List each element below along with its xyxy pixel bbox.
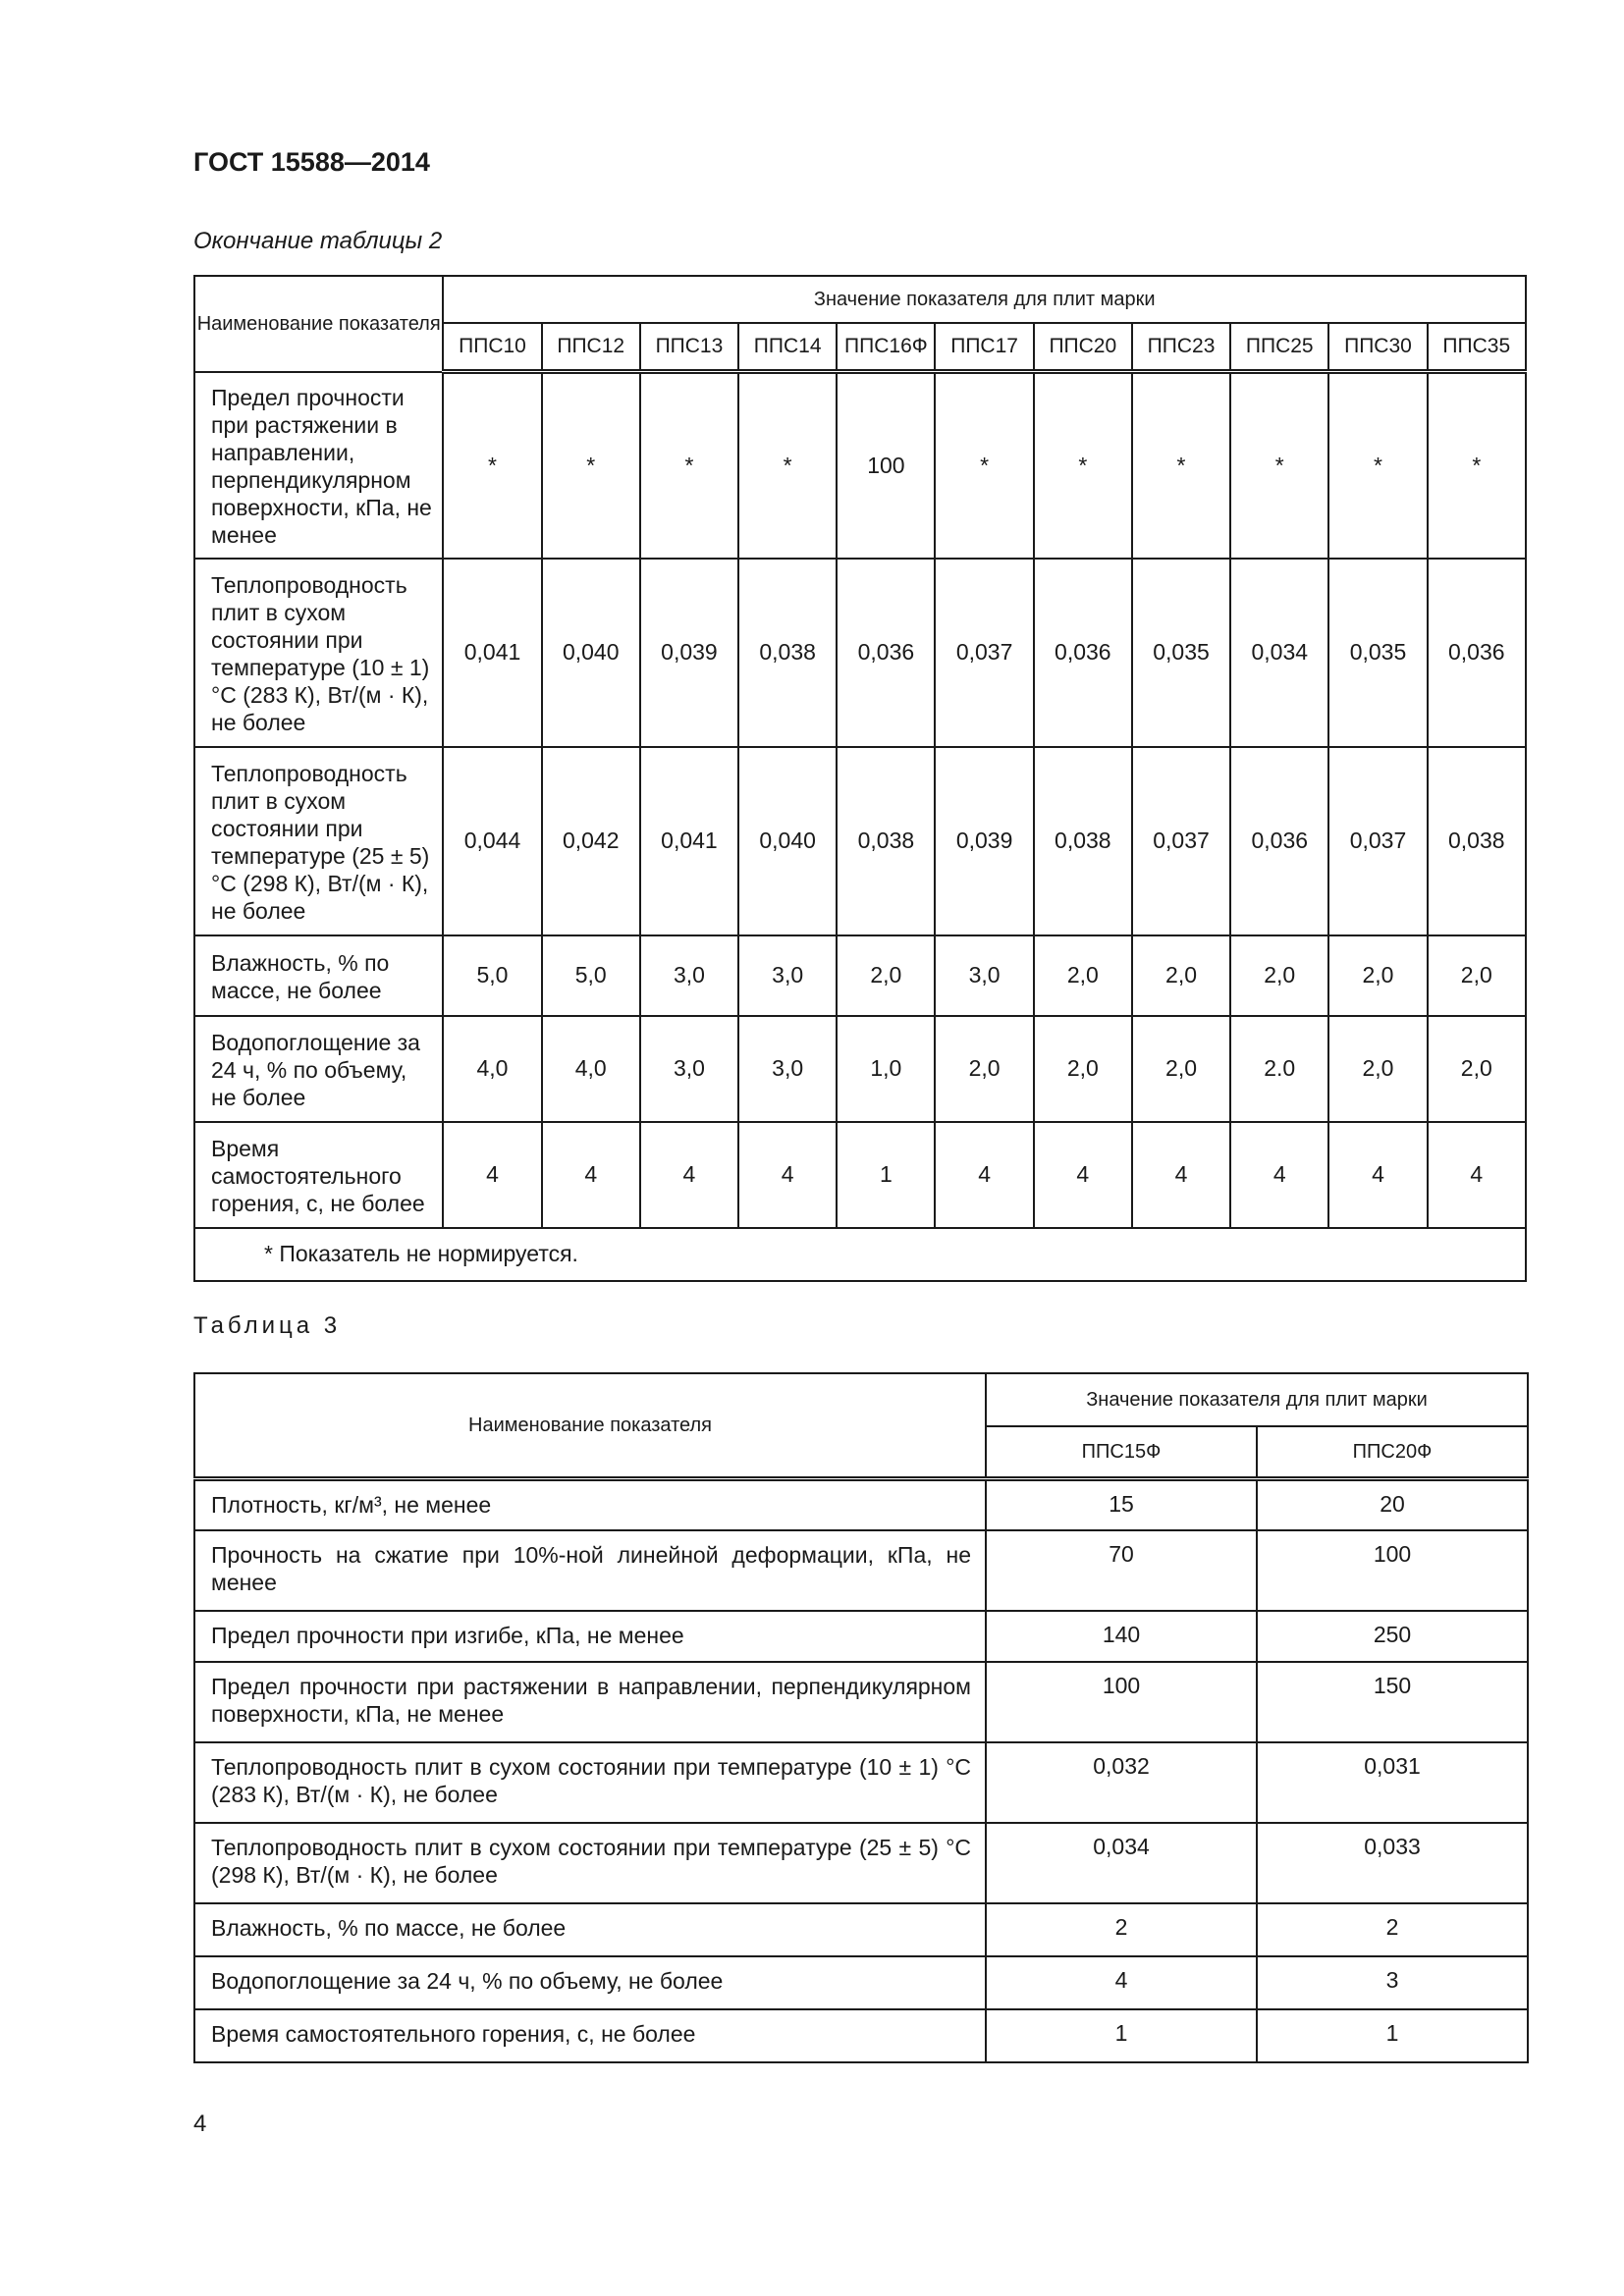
cell-value: 4 bbox=[640, 1122, 738, 1228]
cell-value: 3,0 bbox=[935, 935, 1033, 1016]
table2-grade-header: ППС35 bbox=[1428, 323, 1526, 372]
cell-value: 5,0 bbox=[443, 935, 541, 1016]
table2-group-header: Значение показателя для плит марки bbox=[443, 276, 1526, 323]
table2-caption: Окончание таблицы 2 bbox=[193, 228, 443, 254]
row-name: Прочность на сжатие при 10%-ной линейной деформации, кПа, не менее bbox=[194, 1530, 986, 1611]
cell-value: 2,0 bbox=[1034, 935, 1132, 1016]
row-name: Предел прочности при растяжении в направлении, перпендикулярном поверхности, кПа, не менее bbox=[194, 1662, 986, 1742]
cell-value: 100 bbox=[837, 372, 935, 559]
cell-value: 0,040 bbox=[738, 747, 837, 935]
cell-value: 0,044 bbox=[443, 747, 541, 935]
cell-value: 0,036 bbox=[837, 559, 935, 747]
table-row bbox=[194, 372, 1526, 559]
table-row bbox=[194, 1611, 1528, 1662]
cell-value: 0,038 bbox=[1034, 747, 1132, 935]
cell-value: * bbox=[935, 372, 1033, 559]
page-number: 4 bbox=[193, 2110, 207, 2137]
cell-value: 0,038 bbox=[738, 559, 837, 747]
table2-grade-header: ППС23 bbox=[1132, 323, 1230, 372]
table-row bbox=[194, 1662, 1528, 1742]
cell-value: 4 bbox=[1230, 1122, 1328, 1228]
cell-value: * bbox=[1428, 372, 1526, 559]
cell-value: 2,0 bbox=[1230, 935, 1328, 1016]
cell-value: 3 bbox=[1257, 1956, 1528, 2009]
row-name: Время самостоятельного горения, с, не более bbox=[194, 1122, 443, 1228]
cell-value: 2 bbox=[986, 1903, 1257, 1956]
cell-value: 4 bbox=[1428, 1122, 1526, 1228]
row-name: Теплопроводность плит в сухом состоянии при температуре (10 ± 1) °С (283 К), Вт/(м · К), не более bbox=[194, 559, 443, 747]
table-row bbox=[194, 747, 1526, 935]
table3-grade-header: ППС20Ф bbox=[1257, 1426, 1528, 1479]
cell-value: * bbox=[443, 372, 541, 559]
cell-value: 2,0 bbox=[1132, 1016, 1230, 1122]
table3-caption: Таблица 3 bbox=[193, 1312, 342, 1339]
cell-value: 140 bbox=[986, 1611, 1257, 1662]
cell-value: 0,039 bbox=[640, 559, 738, 747]
table-row bbox=[194, 1530, 1528, 1611]
cell-value: 4 bbox=[986, 1956, 1257, 2009]
cell-value: 2,0 bbox=[1428, 935, 1526, 1016]
cell-value: 0,037 bbox=[935, 559, 1033, 747]
cell-value: 0,035 bbox=[1132, 559, 1230, 747]
cell-value: 0,036 bbox=[1428, 559, 1526, 747]
cell-value: 20 bbox=[1257, 1479, 1528, 1530]
cell-value: 0,033 bbox=[1257, 1823, 1528, 1903]
cell-value: * bbox=[1132, 372, 1230, 559]
row-name: Влажность, % по массе, не более bbox=[194, 935, 443, 1016]
cell-value: 3,0 bbox=[738, 1016, 837, 1122]
cell-value: 0,037 bbox=[1328, 747, 1427, 935]
table-row bbox=[194, 1903, 1528, 1956]
cell-value: * bbox=[738, 372, 837, 559]
table2-grade-header: ППС12 bbox=[542, 323, 640, 372]
cell-value: 4 bbox=[1034, 1122, 1132, 1228]
cell-value: 150 bbox=[1257, 1662, 1528, 1742]
document-title: ГОСТ 15588—2014 bbox=[193, 147, 430, 177]
cell-value: 4 bbox=[542, 1122, 640, 1228]
table3-group-header: Значение показателя для плит марки bbox=[986, 1373, 1528, 1426]
table3-header-row bbox=[194, 1373, 1528, 1426]
cell-value: 2,0 bbox=[935, 1016, 1033, 1122]
cell-value: 0,037 bbox=[1132, 747, 1230, 935]
footnote: * Показатель не нормируется. bbox=[194, 1228, 1526, 1281]
row-name: Водопоглощение за 24 ч, % по объему, не более bbox=[194, 1956, 986, 2009]
cell-value: 0,031 bbox=[1257, 1742, 1528, 1823]
cell-value: 0,036 bbox=[1230, 747, 1328, 935]
cell-value: 1 bbox=[1257, 2009, 1528, 2062]
cell-value: 4 bbox=[1328, 1122, 1427, 1228]
cell-value: 1 bbox=[837, 1122, 935, 1228]
cell-value: 2,0 bbox=[1328, 1016, 1427, 1122]
cell-value: 4 bbox=[935, 1122, 1033, 1228]
table2-grade-header: ППС10 bbox=[443, 323, 541, 372]
row-name: Время самостоятельного горения, с, не более bbox=[194, 2009, 986, 2062]
table2-grade-header: ППС17 bbox=[935, 323, 1033, 372]
cell-value: 0,036 bbox=[1034, 559, 1132, 747]
cell-value: 0,032 bbox=[986, 1742, 1257, 1823]
cell-value: 0,042 bbox=[542, 747, 640, 935]
cell-value: 2,0 bbox=[1428, 1016, 1526, 1122]
table2-grade-header: ППС20 bbox=[1034, 323, 1132, 372]
table-row bbox=[194, 1956, 1528, 2009]
cell-value: 70 bbox=[986, 1530, 1257, 1611]
cell-value: * bbox=[1328, 372, 1427, 559]
table-row bbox=[194, 1016, 1526, 1122]
cell-value: 4 bbox=[1132, 1122, 1230, 1228]
cell-value: 3,0 bbox=[640, 1016, 738, 1122]
row-name: Водопоглощение за 24 ч, % по объему, не более bbox=[194, 1016, 443, 1122]
cell-value: 5,0 bbox=[542, 935, 640, 1016]
cell-value: 4 bbox=[443, 1122, 541, 1228]
table2-grade-header: ППС30 bbox=[1328, 323, 1427, 372]
table3-name-header: Наименование показателя bbox=[194, 1373, 986, 1479]
table-row bbox=[194, 1479, 1528, 1530]
table-row bbox=[194, 559, 1526, 747]
table-3 bbox=[193, 1372, 1529, 2063]
table2-header-row bbox=[194, 276, 1526, 323]
cell-value: 2 bbox=[1257, 1903, 1528, 1956]
cell-value: 4,0 bbox=[443, 1016, 541, 1122]
row-name: Теплопроводность плит в сухом состоянии при температуре (25 ± 5) °С (298 К), Вт/(м · К), не более bbox=[194, 747, 443, 935]
table-row bbox=[194, 1823, 1528, 1903]
table-row bbox=[194, 1122, 1526, 1228]
cell-value: 0,038 bbox=[837, 747, 935, 935]
cell-value: * bbox=[1034, 372, 1132, 559]
cell-value: 2.0 bbox=[1230, 1016, 1328, 1122]
cell-value: 2,0 bbox=[1132, 935, 1230, 1016]
row-name: Предел прочности при изгибе, кПа, не менее bbox=[194, 1611, 986, 1662]
table2-footnote-row bbox=[194, 1228, 1526, 1281]
table2-grade-header: ППС13 bbox=[640, 323, 738, 372]
row-name: Влажность, % по массе, не более bbox=[194, 1903, 986, 1956]
cell-value: 2,0 bbox=[837, 935, 935, 1016]
row-name: Предел прочности при растяжении в направлении, перпендикулярном поверхности, кПа, не менее bbox=[194, 372, 443, 559]
cell-value: 2,0 bbox=[1328, 935, 1427, 1016]
table2-grade-header: ППС14 bbox=[738, 323, 837, 372]
table2-grade-header: ППС16Ф bbox=[837, 323, 935, 372]
cell-value: 3,0 bbox=[738, 935, 837, 1016]
cell-value: 0,040 bbox=[542, 559, 640, 747]
cell-value: 100 bbox=[986, 1662, 1257, 1742]
table2-grade-header: ППС25 bbox=[1230, 323, 1328, 372]
cell-value: 0,041 bbox=[443, 559, 541, 747]
cell-value: 0,041 bbox=[640, 747, 738, 935]
cell-value: 100 bbox=[1257, 1530, 1528, 1611]
row-name: Плотность, кг/м³, не менее bbox=[194, 1479, 986, 1530]
cell-value: 2,0 bbox=[1034, 1016, 1132, 1122]
cell-value: 0,034 bbox=[986, 1823, 1257, 1903]
cell-value: * bbox=[542, 372, 640, 559]
row-name: Теплопроводность плит в сухом состоянии при температуре (10 ± 1) °С (283 К), Вт/(м · К), не более bbox=[194, 1742, 986, 1823]
cell-value: * bbox=[1230, 372, 1328, 559]
cell-value: 1 bbox=[986, 2009, 1257, 2062]
cell-value: 15 bbox=[986, 1479, 1257, 1530]
cell-value: 0,034 bbox=[1230, 559, 1328, 747]
cell-value: 0,035 bbox=[1328, 559, 1427, 747]
cell-value: 0,038 bbox=[1428, 747, 1526, 935]
cell-value: 0,039 bbox=[935, 747, 1033, 935]
table3-grade-header: ППС15Ф bbox=[986, 1426, 1257, 1479]
cell-value: 1,0 bbox=[837, 1016, 935, 1122]
cell-value: 4 bbox=[738, 1122, 837, 1228]
cell-value: 3,0 bbox=[640, 935, 738, 1016]
table-2 bbox=[193, 275, 1527, 1282]
table2-name-header: Наименование показателя bbox=[194, 276, 443, 372]
cell-value: 4,0 bbox=[542, 1016, 640, 1122]
row-name: Теплопроводность плит в сухом состоянии при температуре (25 ± 5) °С (298 К), Вт/(м · К), не более bbox=[194, 1823, 986, 1903]
table-row bbox=[194, 1742, 1528, 1823]
cell-value: * bbox=[640, 372, 738, 559]
table-row bbox=[194, 935, 1526, 1016]
cell-value: 250 bbox=[1257, 1611, 1528, 1662]
table-row bbox=[194, 2009, 1528, 2062]
